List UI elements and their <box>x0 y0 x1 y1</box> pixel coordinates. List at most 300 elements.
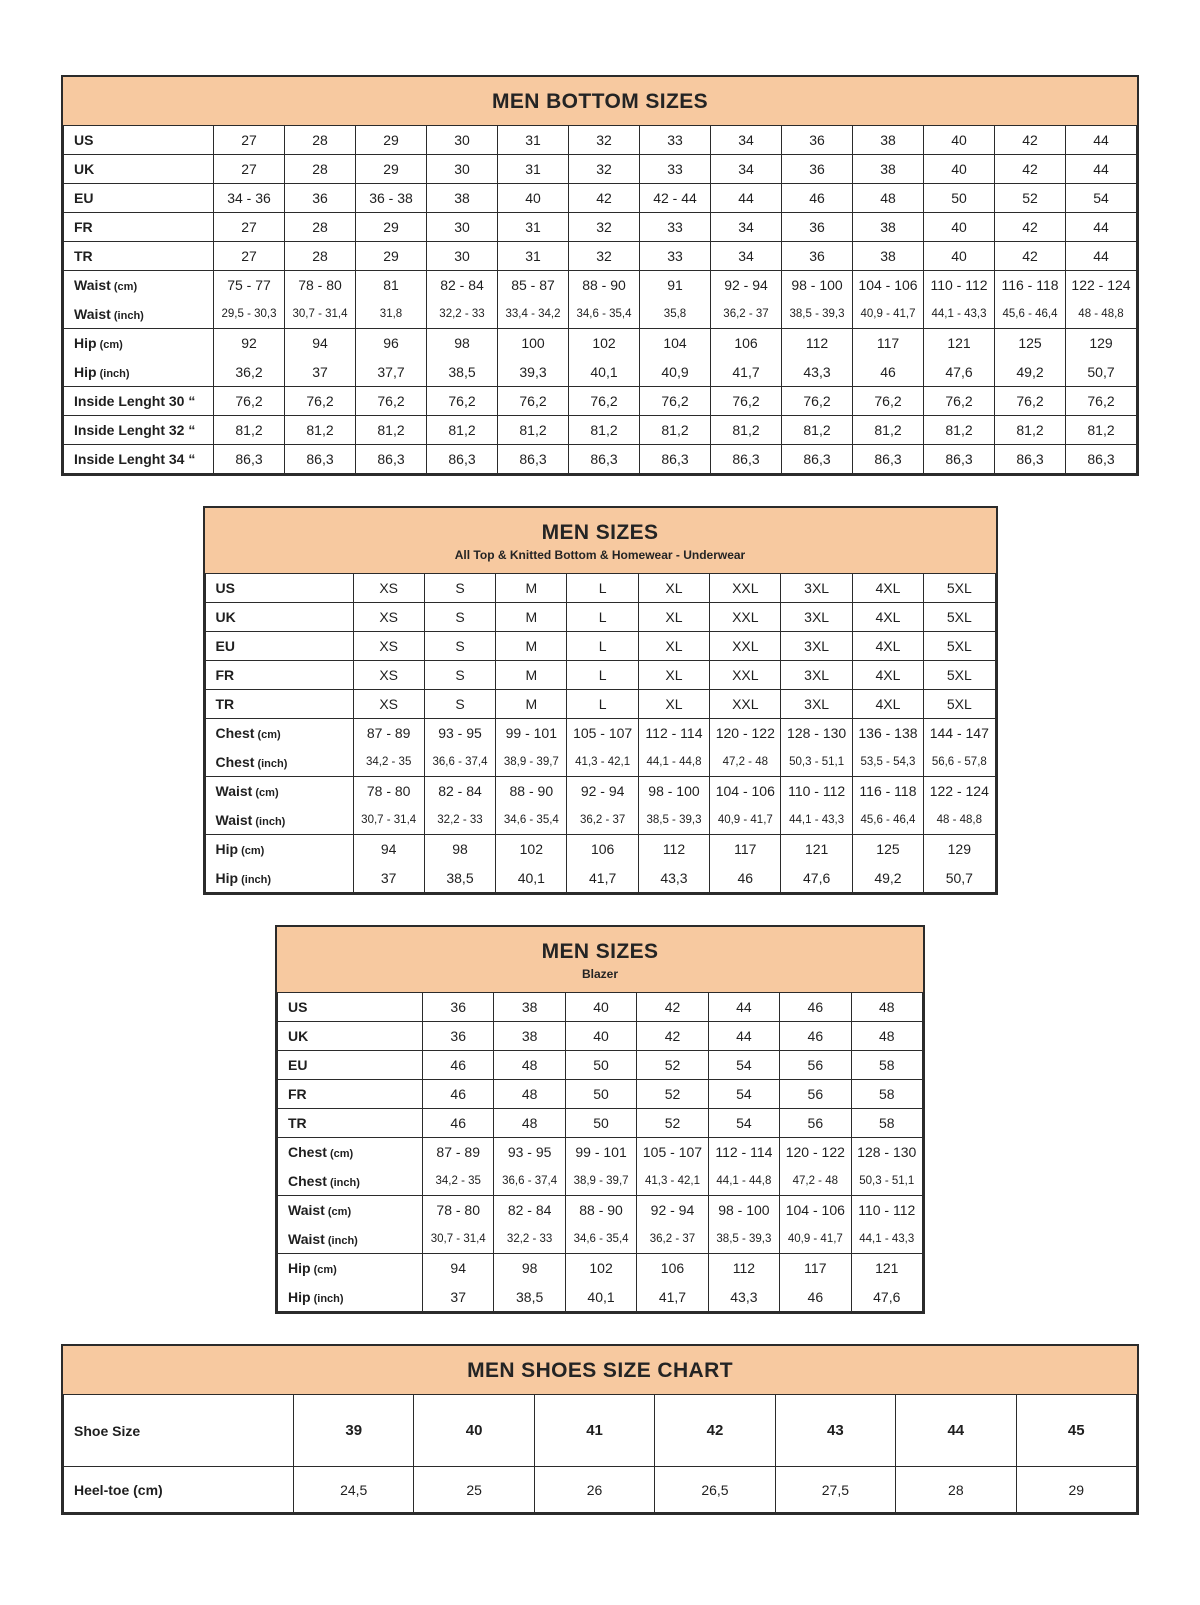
row-label: UK <box>64 155 214 184</box>
cell-value: 29 <box>356 155 427 184</box>
cell-value: 92 - 94 <box>567 777 638 806</box>
men-sizes-blazer-table <box>275 925 925 1314</box>
cell-value: 52 <box>995 184 1066 213</box>
table-row <box>278 1196 923 1225</box>
cell-value: M <box>496 661 567 690</box>
cell-value: 86,3 <box>924 445 995 474</box>
cell-value: 81,2 <box>498 416 569 445</box>
cell-value: 40 <box>414 1395 534 1467</box>
cell-value: 36 <box>782 242 853 271</box>
cell-value: 32 <box>569 126 640 155</box>
cell-value: 104 - 106 <box>853 271 924 300</box>
row-label: US <box>278 993 423 1022</box>
cell-value: 117 <box>853 329 924 358</box>
cell-value: 82 - 84 <box>494 1196 565 1225</box>
cell-value: 28 <box>285 242 356 271</box>
cell-value: M <box>496 632 567 661</box>
cell-value: 76,2 <box>640 387 711 416</box>
cell-value: 5XL <box>924 574 995 603</box>
cell-value: 106 <box>567 835 638 864</box>
table-row <box>205 748 995 777</box>
cell-value: 40,1 <box>569 358 640 387</box>
cell-value: 34 <box>711 213 782 242</box>
cell-value: 36 <box>285 184 356 213</box>
cell-value: 36,2 <box>214 358 285 387</box>
cell-value: 110 - 112 <box>781 777 852 806</box>
cell-value: 44 <box>711 184 782 213</box>
cell-value: 50,7 <box>1066 358 1137 387</box>
cell-value: L <box>567 603 638 632</box>
cell-value: 56 <box>780 1080 851 1109</box>
cell-value: 38,9 - 39,7 <box>496 748 567 777</box>
cell-value: 32,2 - 33 <box>424 806 495 835</box>
cell-value: 87 - 89 <box>353 719 424 748</box>
cell-value: 38,5 <box>424 864 495 893</box>
row-label: Inside Lenght 32 “ <box>64 416 214 445</box>
cell-value: 48 <box>494 1080 565 1109</box>
cell-value: 91 <box>640 271 711 300</box>
cell-value: 94 <box>353 835 424 864</box>
cell-value: 81,2 <box>782 416 853 445</box>
table-title: MEN SIZES <box>541 521 659 544</box>
cell-value: 46 <box>423 1051 494 1080</box>
cell-value: 32 <box>569 242 640 271</box>
cell-value: 28 <box>285 213 356 242</box>
cell-value: 30,7 - 31,4 <box>423 1225 494 1254</box>
cell-value: 98 - 100 <box>638 777 709 806</box>
cell-value: 105 - 107 <box>567 719 638 748</box>
row-label: Hip (inch) <box>278 1283 423 1312</box>
row-label: US <box>205 574 353 603</box>
cell-value: 40 <box>924 242 995 271</box>
cell-value: 86,3 <box>1066 445 1137 474</box>
cell-value: M <box>496 603 567 632</box>
cell-value: 76,2 <box>995 387 1066 416</box>
cell-value: 98 - 100 <box>708 1196 779 1225</box>
cell-value: 48 <box>494 1051 565 1080</box>
cell-value: 49,2 <box>852 864 923 893</box>
cell-value: L <box>567 690 638 719</box>
cell-value: 87 - 89 <box>423 1138 494 1167</box>
cell-value: 47,2 - 48 <box>780 1167 851 1196</box>
cell-value: 31 <box>498 155 569 184</box>
cell-value: 112 <box>708 1254 779 1283</box>
cell-value: 44 <box>1066 242 1137 271</box>
cell-value: 112 <box>638 835 709 864</box>
table-row <box>64 126 1137 155</box>
cell-value: 88 - 90 <box>569 271 640 300</box>
row-label: Chest (cm) <box>205 719 353 748</box>
cell-value: 54 <box>708 1109 779 1138</box>
cell-value: 56,6 - 57,8 <box>924 748 995 777</box>
cell-value: 44,1 - 43,3 <box>851 1225 922 1254</box>
cell-value: 46 <box>423 1109 494 1138</box>
cell-value: 36 <box>782 213 853 242</box>
cell-value: 144 - 147 <box>924 719 995 748</box>
cell-value: S <box>424 661 495 690</box>
cell-value: 116 - 118 <box>995 271 1066 300</box>
cell-value: 81 <box>356 271 427 300</box>
cell-value: M <box>496 690 567 719</box>
cell-value: 102 <box>569 329 640 358</box>
cell-value: 27 <box>214 126 285 155</box>
cell-value: 40 <box>498 184 569 213</box>
cell-value: 30 <box>427 213 498 242</box>
cell-value: 36 <box>782 155 853 184</box>
row-label: FR <box>278 1080 423 1109</box>
table-header <box>277 927 923 992</box>
cell-value: 92 - 94 <box>637 1196 708 1225</box>
table-row <box>64 445 1137 474</box>
table-row <box>278 993 923 1022</box>
row-label: FR <box>205 661 353 690</box>
cell-value: 50,3 - 51,1 <box>781 748 852 777</box>
cell-value: 75 - 77 <box>214 271 285 300</box>
cell-value: 27,5 <box>775 1467 895 1513</box>
size-table <box>277 992 923 1312</box>
cell-value: 58 <box>851 1109 922 1138</box>
cell-value: 29 <box>1016 1467 1136 1513</box>
cell-value: 34,2 - 35 <box>423 1167 494 1196</box>
cell-value: 48 <box>494 1109 565 1138</box>
table-subtitle: All Top & Knitted Bottom & Homewear - Underwear <box>454 548 746 562</box>
cell-value: 81,2 <box>356 416 427 445</box>
cell-value: 125 <box>852 835 923 864</box>
men-bottom-sizes-table <box>61 75 1139 476</box>
cell-value: 47,6 <box>851 1283 922 1312</box>
cell-value: 34,6 - 35,4 <box>496 806 567 835</box>
table-row <box>205 661 995 690</box>
cell-value: 43,3 <box>708 1283 779 1312</box>
cell-value: 36 <box>423 1022 494 1051</box>
cell-value: 42 <box>655 1395 775 1467</box>
row-label: Waist (cm) <box>205 777 353 806</box>
cell-value: 129 <box>924 835 995 864</box>
men-sizes-top-knitted-table <box>203 506 998 895</box>
cell-value: 42 <box>569 184 640 213</box>
cell-value: 52 <box>637 1080 708 1109</box>
cell-value: 44,1 - 43,3 <box>924 300 995 329</box>
cell-value: XS <box>353 632 424 661</box>
cell-value: 42 <box>637 1022 708 1051</box>
cell-value: 76,2 <box>924 387 995 416</box>
cell-value: 44 <box>896 1395 1016 1467</box>
cell-value: 81,2 <box>640 416 711 445</box>
row-label: Waist (inch) <box>205 806 353 835</box>
cell-value: 86,3 <box>995 445 1066 474</box>
cell-value: 81,2 <box>853 416 924 445</box>
cell-value: 40,9 - 41,7 <box>780 1225 851 1254</box>
cell-value: 27 <box>214 213 285 242</box>
cell-value: 86,3 <box>782 445 853 474</box>
cell-value: 4XL <box>852 661 923 690</box>
cell-value: 46 <box>780 1022 851 1051</box>
cell-value: 129 <box>1066 329 1137 358</box>
table-row <box>205 632 995 661</box>
cell-value: 38,9 - 39,7 <box>565 1167 636 1196</box>
cell-value: 39 <box>294 1395 414 1467</box>
cell-value: 3XL <box>781 661 852 690</box>
cell-value: 36 <box>782 126 853 155</box>
cell-value: 34,2 - 35 <box>353 748 424 777</box>
cell-value: 41 <box>534 1395 654 1467</box>
cell-value: 38 <box>494 1022 565 1051</box>
cell-value: 122 - 124 <box>1066 271 1137 300</box>
cell-value: 88 - 90 <box>496 777 567 806</box>
cell-value: 38 <box>494 993 565 1022</box>
table-row <box>278 1167 923 1196</box>
cell-value: 93 - 95 <box>424 719 495 748</box>
cell-value: 42 <box>995 213 1066 242</box>
cell-value: 32 <box>569 155 640 184</box>
cell-value: XS <box>353 574 424 603</box>
cell-value: 44 <box>1066 155 1137 184</box>
cell-value: 78 - 80 <box>423 1196 494 1225</box>
cell-value: 76,2 <box>285 387 356 416</box>
cell-value: 86,3 <box>427 445 498 474</box>
cell-value: 34,6 - 35,4 <box>565 1225 636 1254</box>
cell-value: 39,3 <box>498 358 569 387</box>
cell-value: 76,2 <box>427 387 498 416</box>
cell-value: 40 <box>924 155 995 184</box>
cell-value: 38,5 <box>494 1283 565 1312</box>
cell-value: 36,6 - 37,4 <box>424 748 495 777</box>
table-row <box>205 603 995 632</box>
cell-value: 36 <box>423 993 494 1022</box>
cell-value: 110 - 112 <box>924 271 995 300</box>
cell-value: 43 <box>775 1395 895 1467</box>
table-row <box>205 719 995 748</box>
cell-value: 81,2 <box>285 416 356 445</box>
cell-value: 30 <box>427 126 498 155</box>
cell-value: 26,5 <box>655 1467 775 1513</box>
cell-value: 76,2 <box>498 387 569 416</box>
cell-value: 48 <box>851 993 922 1022</box>
cell-value: 76,2 <box>1066 387 1137 416</box>
cell-value: 40 <box>565 993 636 1022</box>
cell-value: 37 <box>285 358 356 387</box>
cell-value: 76,2 <box>853 387 924 416</box>
cell-value: 32,2 - 33 <box>494 1225 565 1254</box>
cell-value: 29,5 - 30,3 <box>214 300 285 329</box>
row-label: Waist (inch) <box>278 1225 423 1254</box>
cell-value: 40,1 <box>496 864 567 893</box>
row-label: TR <box>205 690 353 719</box>
row-label: TR <box>278 1109 423 1138</box>
row-label: UK <box>205 603 353 632</box>
cell-value: 31 <box>498 242 569 271</box>
row-label: EU <box>64 184 214 213</box>
cell-value: 25 <box>414 1467 534 1513</box>
cell-value: 34,6 - 35,4 <box>569 300 640 329</box>
cell-value: 121 <box>851 1254 922 1283</box>
cell-value: 54 <box>708 1080 779 1109</box>
cell-value: 48 <box>853 184 924 213</box>
cell-value: 76,2 <box>569 387 640 416</box>
cell-value: 38 <box>853 213 924 242</box>
cell-value: 36,2 - 37 <box>567 806 638 835</box>
table-row <box>64 1467 1137 1513</box>
cell-value: 36 - 38 <box>356 184 427 213</box>
cell-value: 100 <box>498 329 569 358</box>
row-label: Waist (cm) <box>278 1196 423 1225</box>
cell-value: 92 <box>214 329 285 358</box>
cell-value: 3XL <box>781 603 852 632</box>
cell-value: 48 - 48,8 <box>924 806 995 835</box>
cell-value: 4XL <box>852 574 923 603</box>
table-row <box>278 1080 923 1109</box>
cell-value: 44 <box>708 1022 779 1051</box>
cell-value: 33 <box>640 213 711 242</box>
table-row <box>64 329 1137 358</box>
cell-value: 4XL <box>852 603 923 632</box>
cell-value: 81,2 <box>427 416 498 445</box>
cell-value: 44,1 - 44,8 <box>708 1167 779 1196</box>
cell-value: XXL <box>710 632 781 661</box>
cell-value: 30,7 - 31,4 <box>353 806 424 835</box>
cell-value: 128 - 130 <box>781 719 852 748</box>
table-title: MEN BOTTOM SIZES <box>491 90 709 113</box>
table-row <box>278 1225 923 1254</box>
table-row <box>64 213 1137 242</box>
cell-value: 76,2 <box>214 387 285 416</box>
cell-value: 112 - 114 <box>708 1138 779 1167</box>
row-label: UK <box>278 1022 423 1051</box>
cell-value: 116 - 118 <box>852 777 923 806</box>
cell-value: 46 <box>780 993 851 1022</box>
cell-value: 38,5 <box>427 358 498 387</box>
cell-value: 38 <box>427 184 498 213</box>
cell-value: XXL <box>710 603 781 632</box>
row-label: Waist (inch) <box>64 300 214 329</box>
cell-value: 34 <box>711 155 782 184</box>
cell-value: 28 <box>285 155 356 184</box>
cell-value: 41,7 <box>567 864 638 893</box>
row-label: Hip (cm) <box>278 1254 423 1283</box>
cell-value: 40,9 <box>640 358 711 387</box>
cell-value: 40,1 <box>565 1283 636 1312</box>
cell-value: 96 <box>356 329 427 358</box>
row-label: Chest (inch) <box>278 1167 423 1196</box>
table-subtitle: Blazer <box>581 967 619 981</box>
cell-value: XXL <box>710 690 781 719</box>
cell-value: 98 <box>424 835 495 864</box>
cell-value: 50 <box>565 1080 636 1109</box>
cell-value: 78 - 80 <box>353 777 424 806</box>
cell-value: 99 - 101 <box>496 719 567 748</box>
row-label: Hip (cm) <box>64 329 214 358</box>
table-row <box>64 1395 1137 1467</box>
cell-value: 43,3 <box>638 864 709 893</box>
cell-value: XXL <box>710 661 781 690</box>
cell-value: 58 <box>851 1051 922 1080</box>
row-label: Shoe Size <box>64 1395 294 1467</box>
cell-value: 41,7 <box>711 358 782 387</box>
cell-value: XS <box>353 603 424 632</box>
cell-value: 42 <box>995 155 1066 184</box>
cell-value: 4XL <box>852 632 923 661</box>
cell-value: 42 <box>995 242 1066 271</box>
cell-value: 27 <box>214 242 285 271</box>
cell-value: 86,3 <box>711 445 782 474</box>
cell-value: 93 - 95 <box>494 1138 565 1167</box>
cell-value: 102 <box>565 1254 636 1283</box>
cell-value: S <box>424 632 495 661</box>
table-row <box>205 574 995 603</box>
cell-value: 49,2 <box>995 358 1066 387</box>
row-label: US <box>64 126 214 155</box>
cell-value: XL <box>638 632 709 661</box>
cell-value: 41,3 - 42,1 <box>567 748 638 777</box>
cell-value: 38 <box>853 242 924 271</box>
cell-value: M <box>496 574 567 603</box>
cell-value: 106 <box>637 1254 708 1283</box>
cell-value: 112 <box>782 329 853 358</box>
cell-value: 47,6 <box>924 358 995 387</box>
row-label: Hip (inch) <box>205 864 353 893</box>
cell-value: 28 <box>285 126 356 155</box>
cell-value: 4XL <box>852 690 923 719</box>
cell-value: 44,1 - 44,8 <box>638 748 709 777</box>
cell-value: 47,6 <box>781 864 852 893</box>
cell-value: 48 - 48,8 <box>1066 300 1137 329</box>
cell-value: 37,7 <box>356 358 427 387</box>
cell-value: 33 <box>640 242 711 271</box>
cell-value: 38,5 - 39,3 <box>782 300 853 329</box>
cell-value: 36,2 - 37 <box>711 300 782 329</box>
cell-value: 32,2 - 33 <box>427 300 498 329</box>
cell-value: L <box>567 574 638 603</box>
cell-value: 44 <box>1066 126 1137 155</box>
cell-value: 38,5 - 39,3 <box>638 806 709 835</box>
cell-value: 47,2 - 48 <box>710 748 781 777</box>
cell-value: 43,3 <box>782 358 853 387</box>
table-row <box>64 242 1137 271</box>
cell-value: 99 - 101 <box>565 1138 636 1167</box>
cell-value: 46 <box>780 1283 851 1312</box>
cell-value: 56 <box>780 1051 851 1080</box>
cell-value: 40,9 - 41,7 <box>710 806 781 835</box>
table-row <box>64 416 1137 445</box>
cell-value: 120 - 122 <box>780 1138 851 1167</box>
cell-value: 38 <box>853 126 924 155</box>
cell-value: 76,2 <box>356 387 427 416</box>
cell-value: 128 - 130 <box>851 1138 922 1167</box>
cell-value: 34 <box>711 126 782 155</box>
table-row <box>205 777 995 806</box>
cell-value: 86,3 <box>640 445 711 474</box>
cell-value: 98 - 100 <box>782 271 853 300</box>
cell-value: 122 - 124 <box>924 777 995 806</box>
table-row <box>278 1254 923 1283</box>
cell-value: 31 <box>498 126 569 155</box>
cell-value: 41,7 <box>637 1283 708 1312</box>
cell-value: 121 <box>781 835 852 864</box>
cell-value: 3XL <box>781 574 852 603</box>
size-table <box>63 1394 1137 1513</box>
cell-value: 42 <box>637 993 708 1022</box>
cell-value: 81,2 <box>711 416 782 445</box>
cell-value: 34 - 36 <box>214 184 285 213</box>
cell-value: 81,2 <box>924 416 995 445</box>
table-row <box>278 1138 923 1167</box>
cell-value: 50 <box>924 184 995 213</box>
row-label: EU <box>278 1051 423 1080</box>
cell-value: 46 <box>853 358 924 387</box>
cell-value: 110 - 112 <box>851 1196 922 1225</box>
cell-value: 50 <box>565 1051 636 1080</box>
cell-value: 24,5 <box>294 1467 414 1513</box>
